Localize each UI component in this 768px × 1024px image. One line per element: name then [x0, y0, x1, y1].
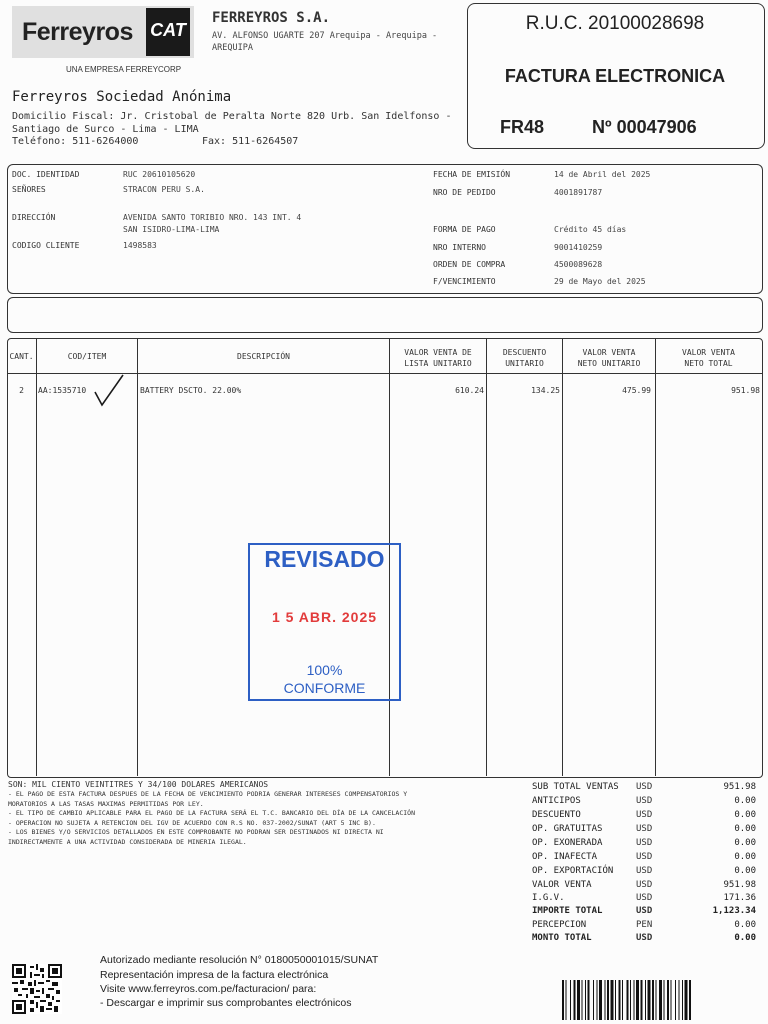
row-descripcion: BATTERY DSCTO. 22.00% [140, 386, 242, 395]
column-header-neto-total [656, 347, 761, 369]
total-currency: USD [636, 880, 653, 890]
direccion-line: SAN ISIDRO-LIMA-LIMA [123, 225, 220, 234]
company-address-line: AV. ALFONSO UGARTE 207 Arequipa - Arequipa - [212, 31, 438, 41]
total-value: 0.00 [734, 852, 756, 862]
total-label: IMPORTE TOTAL [532, 906, 603, 916]
note-line: MORATORIOS A LAS TASAS MAXIMAS PERMITIDAS POR LEY. [8, 799, 204, 808]
total-label: I.G.V. [532, 893, 565, 903]
total-value: 0.00 [734, 933, 756, 943]
stamp-date: 1 5 ABR. 2025 [271, 609, 378, 625]
total-value: 951.98 [723, 880, 756, 890]
note-line: - EL PAGO DE ESTA FACTURA DESPUES DE LA FECHA DE VENCIMIENTO PODRIA GENERAR INTERESES COMPENSATORIOS Y [8, 790, 408, 798]
document-type: FACTURA ELECTRONICA [504, 66, 726, 86]
column-header-line: NETO UNITARIO [577, 359, 641, 368]
column-header-descripcion: DESCRIPCIÓN [237, 352, 290, 361]
table-column-divider [486, 338, 487, 776]
total-label: SUB TOTAL VENTAS [532, 782, 619, 792]
total-label: OP. INAFECTA [532, 852, 598, 862]
authorization-line: Autorizado mediante resolución N° 0180050001015/SUNAT [100, 954, 379, 966]
fecha-emision-label: FECHA DE EMISIÓN [433, 170, 511, 179]
ferreyros-logo-text: Ferreyros [22, 18, 133, 46]
total-label: OP. GRATUITAS [532, 824, 603, 834]
total-label: OP. EXPORTACIÓN [532, 866, 614, 876]
nro-pedido-value: 4001891787 [554, 188, 603, 197]
orden-compra-label: ORDEN DE COMPRA [433, 260, 506, 269]
ruc-number: R.U.C. 20100028698 [525, 13, 705, 34]
total-currency: USD [636, 810, 653, 820]
codigo-cliente-label: CODIGO CLIENTE [12, 241, 80, 250]
table-column-divider [137, 338, 138, 776]
company-fax: Fax: 511-6264507 [202, 136, 299, 147]
customer-info-box [7, 164, 763, 294]
forma-pago-label: FORMA DE PAGO [433, 225, 496, 234]
note-line: - OPERACION NO SUJETA A RETENCION DEL IGV DE ACUERDO CON R.S NO. 037-2002/SUNAT (ART 5 INC B). [8, 818, 376, 827]
nro-pedido-label: NRO DE PEDIDO [433, 188, 496, 197]
total-label: VALOR VENTA [532, 880, 592, 890]
column-header-line: VALOR VENTA DE [404, 348, 472, 357]
total-value: 0.00 [734, 866, 756, 876]
fiscal-address-line: Santiago de Surco - Lima - LIMA [12, 123, 199, 135]
total-currency: USD [636, 796, 653, 806]
total-label: DESCUENTO [532, 810, 581, 820]
total-currency: USD [636, 824, 653, 834]
total-currency: USD [636, 866, 653, 876]
table-column-divider [36, 338, 37, 776]
table-column-divider [655, 338, 656, 776]
row-valor-lista: 610.24 [455, 386, 484, 395]
company-name: FERREYROS S.A. [212, 10, 331, 26]
company-phone: Teléfono: 511-6264000 [12, 136, 139, 147]
column-header-line: VALOR VENTA [582, 348, 636, 357]
note-line: - LOS BIENES Y/O SERVICIOS DETALLADOS EN ESTE COMPROBANTE NO PODRAN SER DESTINADOS NI DIRECTA NI [8, 828, 384, 836]
total-label: PERCEPCION [532, 920, 587, 930]
doc-identidad-value: RUC 20610105620 [123, 170, 196, 179]
table-column-divider [562, 338, 563, 776]
orden-compra-value: 4500089628 [554, 260, 603, 269]
total-label: MONTO TOTAL [532, 933, 592, 943]
fiscal-address [12, 111, 452, 136]
row-cod-item: AA:1535710 [38, 386, 87, 395]
fiscal-address-line: Domicilio Fiscal: Jr. Cristobal de Peralta Norte 820 Urb. San Idelfonso - [12, 111, 452, 122]
total-currency: USD [636, 782, 653, 792]
doc-identidad-label: DOC. IDENTIDAD [12, 170, 80, 179]
total-label: OP. EXONERADA [532, 838, 603, 848]
total-currency: PEN [636, 920, 653, 930]
total-currency: USD [636, 906, 653, 916]
column-header-valor-lista [390, 347, 486, 369]
company-address [212, 30, 452, 54]
stamp-conforme: CONFORME [283, 680, 366, 696]
note-line: - EL TIPO DE CAMBIO APLICABLE PARA EL PAGO DE LA FACTURA SERÁ EL T.C. BANCARIO DEL DÍA DE LA CANCELACIÓN [8, 809, 415, 817]
logo-tagline: UNA EMPRESA FERREYCORP [66, 65, 182, 74]
checkmark-icon [92, 372, 126, 408]
total-value: 171.36 [723, 893, 756, 903]
column-header-line: UNITARIO [505, 359, 544, 368]
vencimiento-value: 29 de Mayo del 2025 [554, 277, 646, 286]
column-header-neto-unitario [563, 347, 655, 369]
row-neto-unitario: 475.99 [622, 386, 651, 395]
nro-interno-label: NRO INTERNO [433, 243, 486, 252]
authorization-line: - Descargar e imprimir sus comprobantes electrónicos [100, 997, 352, 1009]
company-legal-name: Ferreyros Sociedad Anónima [12, 89, 232, 105]
total-currency: USD [636, 852, 653, 862]
observations-box [7, 297, 763, 333]
column-header-line: DESCUENTO [502, 348, 547, 357]
forma-pago-value: Crédito 45 días [554, 225, 627, 234]
row-neto-total: 951.98 [731, 386, 760, 395]
vencimiento-label: F/VENCIMIENTO [433, 277, 496, 286]
authorization-line: Representación impresa de la factura electrónica [100, 969, 329, 981]
company-address-line: AREQUIPA [212, 43, 253, 53]
stamp-percentage: 100% [306, 662, 343, 678]
total-value: 0.00 [734, 824, 756, 834]
total-value: 1,123.34 [712, 906, 756, 916]
total-value: 0.00 [734, 810, 756, 820]
codigo-cliente-value: 1498583 [123, 241, 157, 250]
column-header-cant: CANT. [9, 352, 34, 361]
fecha-emision-value: 14 de Abril del 2025 [554, 170, 651, 179]
amount-in-words: SON: MIL CIENTO VEINTITRES Y 34/100 DOLARES AMERICANOS [8, 780, 269, 789]
cat-logo-text: CAT [150, 20, 186, 40]
invoice-notes [8, 790, 478, 847]
column-header-descuento [487, 347, 562, 369]
column-header-cod: COD/ITEM [67, 352, 107, 361]
row-descuento: 134.25 [531, 386, 560, 395]
barcode-icon [562, 980, 762, 1020]
direccion-line: AVENIDA SANTO TORIBIO NRO. 143 INT. 4 [123, 213, 302, 222]
column-header-line: VALOR VENTA [682, 348, 735, 357]
document-serie: FR48 [500, 117, 545, 137]
total-value: 0.00 [734, 920, 756, 930]
total-currency: USD [636, 933, 653, 943]
total-currency: USD [636, 893, 653, 903]
qr-code-icon [12, 963, 62, 1015]
row-cant: 2 [19, 386, 24, 395]
total-currency: USD [636, 838, 653, 848]
senores-label: SEÑORES [12, 185, 46, 194]
stamp-title: REVISADO [264, 546, 385, 572]
note-line: INDIRECTAMENTE A UNA ACTIVIDAD CONSIDERADA DE MINERIA ILEGAL. [8, 837, 247, 846]
column-header-line: LISTA UNITARIO [404, 359, 472, 368]
total-label: ANTICIPOS [532, 796, 581, 806]
nro-interno-value: 9001410259 [554, 243, 603, 252]
total-value: 951.98 [723, 782, 756, 792]
authorization-line: Visite www.ferreyros.com.pe/facturacion/ para: [100, 983, 317, 995]
document-number: Nº 00047906 [592, 117, 697, 137]
direccion-label: DIRECCIÓN [12, 213, 56, 222]
senores-value: STRACON PERU S.A. [123, 185, 205, 194]
total-value: 0.00 [734, 838, 756, 848]
column-header-line: NETO TOTAL [684, 359, 733, 368]
total-value: 0.00 [734, 796, 756, 806]
